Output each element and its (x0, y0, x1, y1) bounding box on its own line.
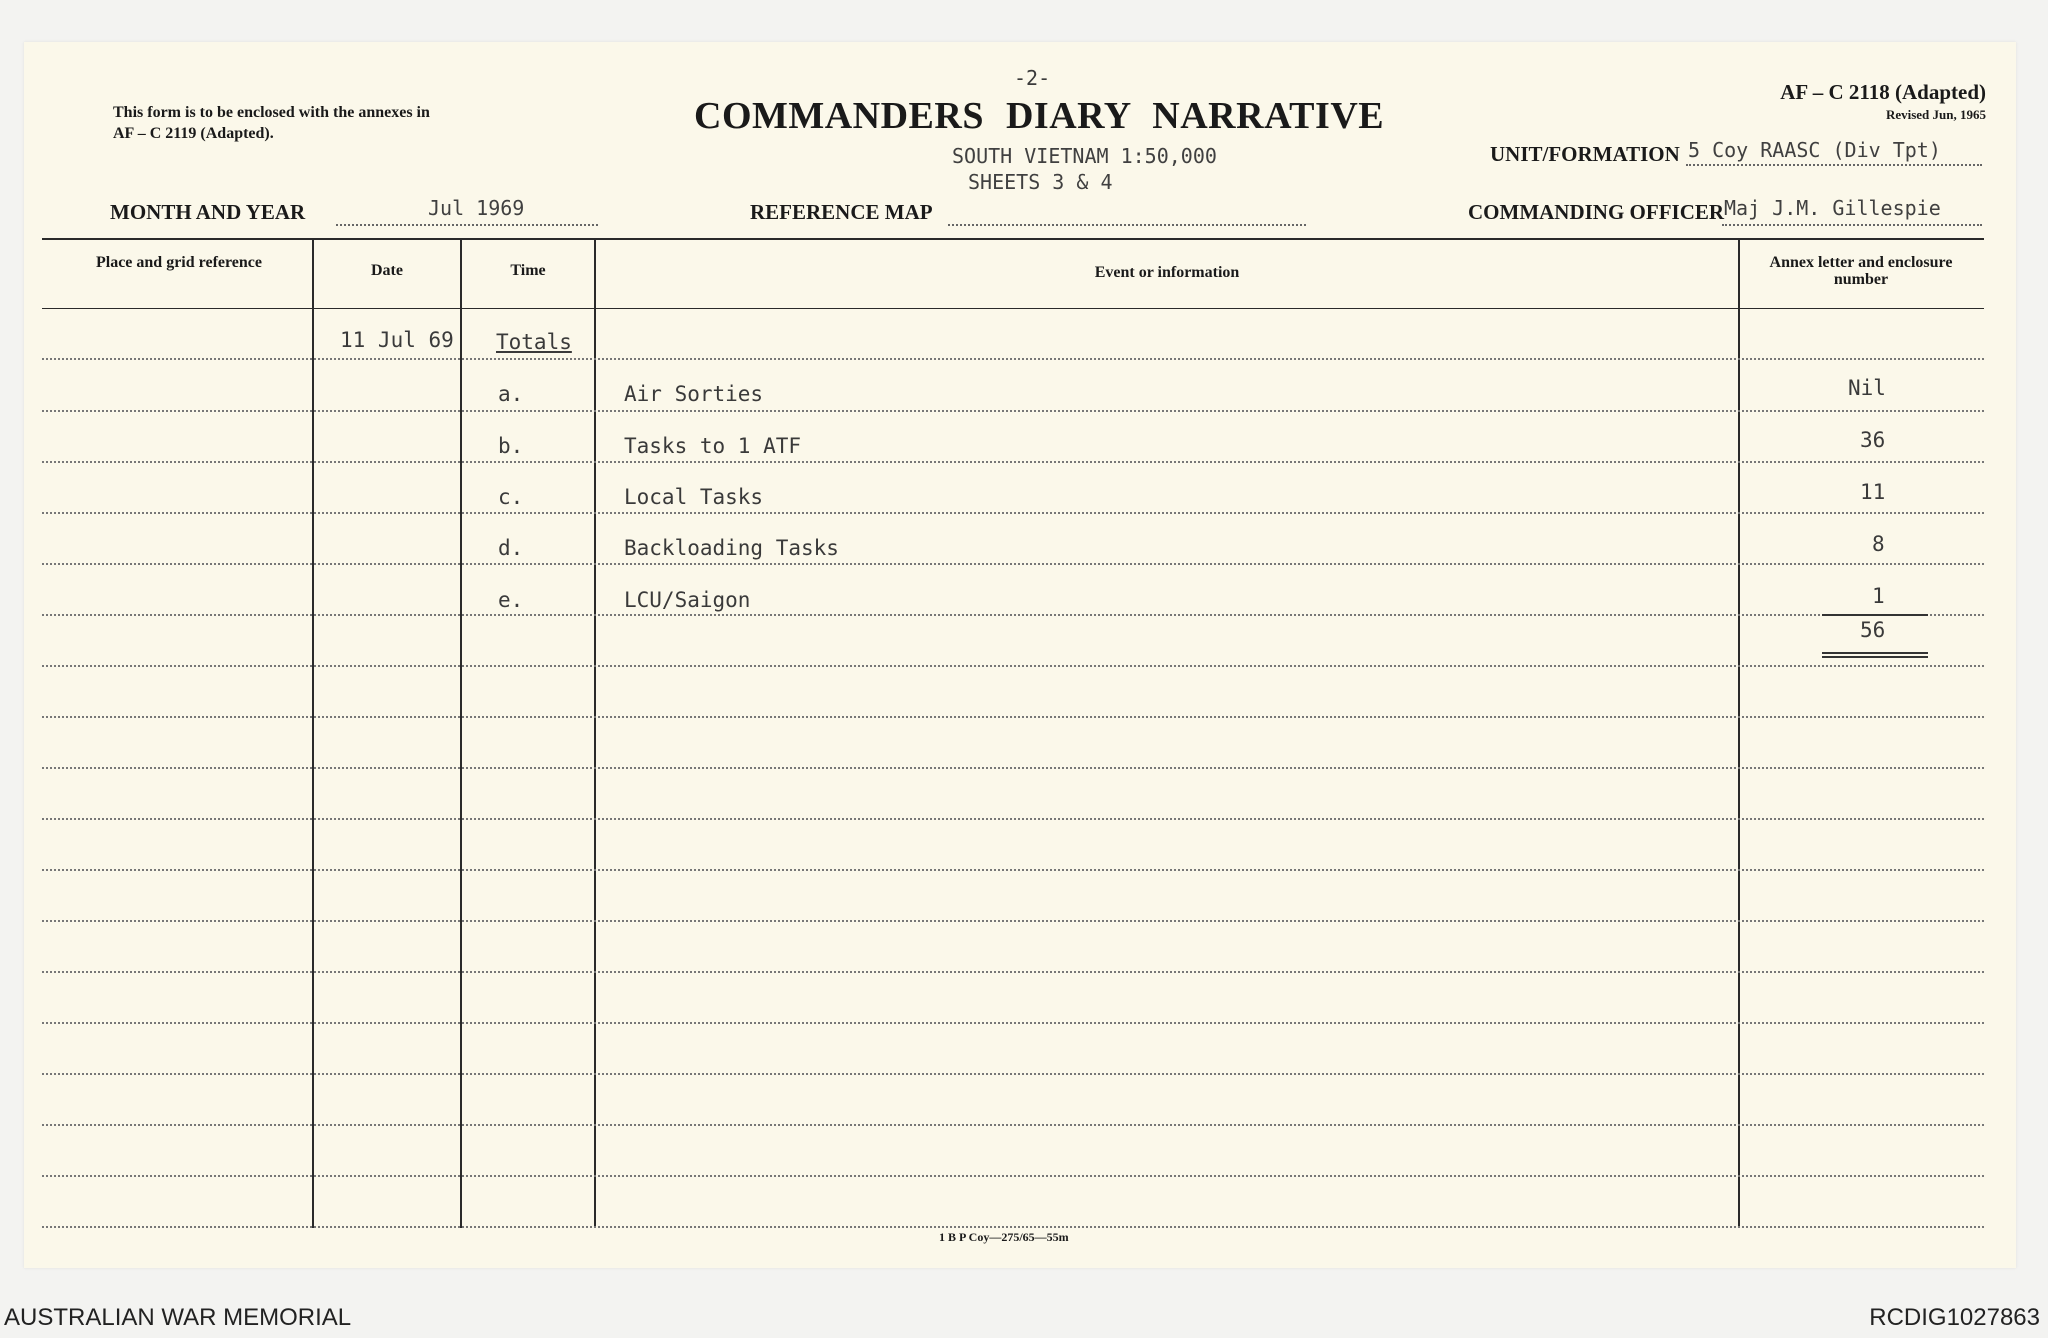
column-divider-date (312, 238, 314, 1228)
archive-record-id: RCDIG1027863 (1869, 1304, 2040, 1331)
revised-date: Revised Jun, 1965 (1885, 107, 1986, 122)
ruled-line (42, 614, 1984, 616)
month-year-field (336, 198, 598, 226)
ruled-line (42, 971, 1984, 973)
form-number: AF – C 2118 (Adapted) (1780, 80, 1986, 104)
month-year-label: MONTH AND YEAR (110, 200, 306, 224)
reference-map-line1: SOUTH VIETNAM 1:50,000 (952, 144, 1217, 168)
row-event: Local Tasks (624, 485, 764, 509)
header-date: Date (371, 262, 403, 279)
form-title: COMMANDERS DIARY NARRATIVE (694, 95, 1385, 137)
row-time-totals: Totals (496, 330, 572, 354)
ruled-line (42, 920, 1984, 922)
reference-map-label: REFERENCE MAP (750, 200, 933, 224)
ruled-line (42, 1022, 1984, 1024)
unit-formation-label: UNIT/FORMATION (1490, 142, 1680, 166)
table-top-rule (42, 238, 1984, 240)
commanding-officer-field (1722, 198, 1982, 226)
row-annex: 8 (1872, 532, 1885, 556)
ruled-line (42, 665, 1984, 667)
commanding-officer-label: COMMANDING OFFICER (1468, 200, 1725, 224)
row-time: d. (498, 536, 524, 560)
row-event: LCU/Saigon (624, 588, 751, 612)
column-divider-event (594, 238, 596, 1228)
row-time: c. (498, 485, 524, 509)
month-year-value: Jul 1969 (428, 196, 525, 220)
ruled-line (42, 461, 1984, 463)
page-number: -2- (1014, 66, 1051, 90)
row-annex: 1 (1872, 584, 1885, 608)
diary-form-sheet (24, 42, 2016, 1268)
unit-formation-value: 5 Coy RAASC (Div Tpt) (1688, 138, 1941, 162)
ruled-line (42, 1226, 1984, 1228)
ruled-line (42, 512, 1984, 514)
ruled-line (42, 1073, 1984, 1075)
header-annex: Annex letter and enclosure number (1769, 254, 1953, 288)
header-time: Time (510, 262, 546, 279)
row-annex: 36 (1860, 428, 1886, 452)
sum-rule (1822, 614, 1928, 616)
commanding-officer-value: Maj J.M. Gillespie (1724, 196, 1941, 220)
header-event: Event or information (1094, 264, 1240, 281)
header-place-grid: Place and grid reference (95, 254, 263, 271)
ruled-line (42, 767, 1984, 769)
total-double-rule-bottom (1822, 656, 1928, 658)
row-time: a. (498, 382, 524, 406)
ruled-line (42, 410, 1984, 412)
form-number-block (1780, 80, 1986, 123)
row-date: 11 Jul 69 (340, 328, 454, 352)
printer-code: 1 B P Coy—275/65—55m (939, 1230, 1069, 1244)
enclosure-note: This form is to be enclosed with the annexes in AF – C 2119 (Adapted). (113, 104, 430, 142)
unit-formation-field (1686, 138, 1982, 166)
row-time: e. (498, 588, 524, 612)
ruled-line (42, 1124, 1984, 1126)
total-double-rule-top (1822, 652, 1928, 654)
reference-map-line2: SHEETS 3 & 4 (968, 170, 1113, 194)
column-divider-time (460, 238, 462, 1228)
column-divider-annex (1738, 238, 1740, 1228)
row-event: Backloading Tasks (624, 536, 839, 560)
ruled-line (42, 358, 1984, 360)
row-time: b. (498, 434, 524, 458)
ruled-line (42, 818, 1984, 820)
reference-map-field (948, 198, 1306, 226)
row-annex: 11 (1860, 480, 1886, 504)
annex-total: 56 (1860, 618, 1886, 642)
row-event: Tasks to 1 ATF (624, 434, 802, 458)
row-annex: Nil (1848, 376, 1886, 400)
ruled-line (42, 869, 1984, 871)
table-header-rule (42, 308, 1984, 309)
ruled-line (42, 716, 1984, 718)
row-event: Air Sorties (624, 382, 764, 406)
ruled-line (42, 1175, 1984, 1177)
ruled-line (42, 563, 1984, 565)
archive-credit: AUSTRALIAN WAR MEMORIAL (4, 1304, 352, 1331)
